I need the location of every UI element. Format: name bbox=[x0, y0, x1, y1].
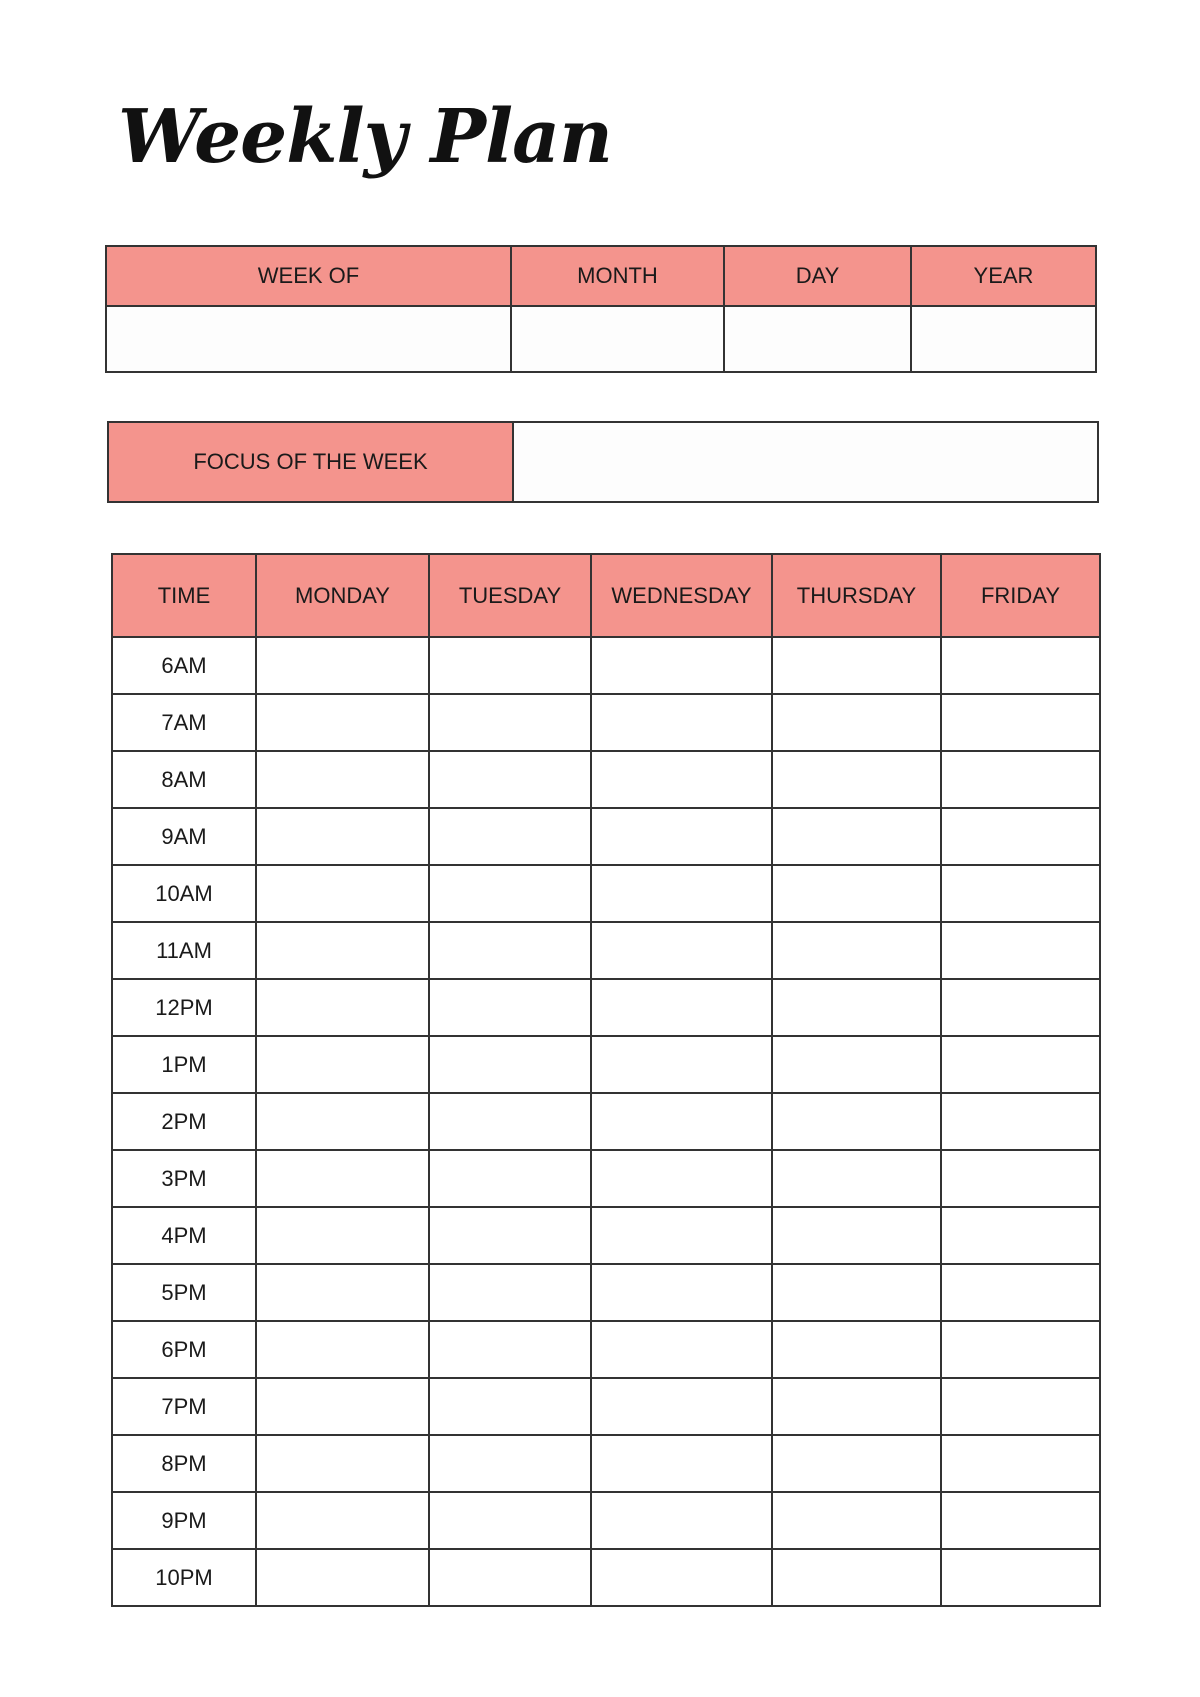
time-label: 3PM bbox=[112, 1150, 256, 1207]
wednesday-slot-cell[interactable] bbox=[591, 751, 772, 808]
thursday-slot-cell[interactable] bbox=[772, 637, 941, 694]
table-row bbox=[112, 1264, 1100, 1321]
column-header-time: TIME bbox=[112, 554, 256, 637]
monday-slot-cell[interactable] bbox=[256, 1549, 429, 1606]
friday-slot-cell[interactable] bbox=[941, 1549, 1100, 1606]
tuesday-slot-cell[interactable] bbox=[429, 808, 591, 865]
column-header-monday: MONDAY bbox=[256, 554, 429, 637]
wednesday-slot-cell[interactable] bbox=[591, 637, 772, 694]
day-field[interactable] bbox=[724, 306, 911, 372]
table-row bbox=[112, 1150, 1100, 1207]
wednesday-slot-cell[interactable] bbox=[591, 1207, 772, 1264]
time-label: 12PM bbox=[112, 979, 256, 1036]
column-header-tuesday: TUESDAY bbox=[429, 554, 591, 637]
thursday-slot-cell[interactable] bbox=[772, 1264, 941, 1321]
friday-slot-cell[interactable] bbox=[941, 1036, 1100, 1093]
tuesday-slot-cell[interactable] bbox=[429, 979, 591, 1036]
thursday-slot-cell[interactable] bbox=[772, 979, 941, 1036]
tuesday-slot-cell[interactable] bbox=[429, 637, 591, 694]
tuesday-slot-cell[interactable] bbox=[429, 1264, 591, 1321]
friday-slot-cell[interactable] bbox=[941, 1207, 1100, 1264]
tuesday-slot-cell[interactable] bbox=[429, 1435, 591, 1492]
wednesday-slot-cell[interactable] bbox=[591, 1549, 772, 1606]
monday-slot-cell[interactable] bbox=[256, 1093, 429, 1150]
column-header-wednesday: WEDNESDAY bbox=[591, 554, 772, 637]
thursday-slot-cell[interactable] bbox=[772, 1207, 941, 1264]
friday-slot-cell[interactable] bbox=[941, 808, 1100, 865]
focus-label: FOCUS OF THE WEEK bbox=[108, 422, 513, 502]
friday-slot-cell[interactable] bbox=[941, 1093, 1100, 1150]
tuesday-slot-cell[interactable] bbox=[429, 1093, 591, 1150]
time-label: 6AM bbox=[112, 637, 256, 694]
time-label: 7AM bbox=[112, 694, 256, 751]
tuesday-slot-cell[interactable] bbox=[429, 1150, 591, 1207]
monday-slot-cell[interactable] bbox=[256, 808, 429, 865]
wednesday-slot-cell[interactable] bbox=[591, 694, 772, 751]
thursday-slot-cell[interactable] bbox=[772, 1549, 941, 1606]
time-label: 2PM bbox=[112, 1093, 256, 1150]
friday-slot-cell[interactable] bbox=[941, 1378, 1100, 1435]
tuesday-slot-cell[interactable] bbox=[429, 922, 591, 979]
month-field[interactable] bbox=[511, 306, 724, 372]
monday-slot-cell[interactable] bbox=[256, 1207, 429, 1264]
table-row bbox=[112, 1207, 1100, 1264]
monday-slot-cell[interactable] bbox=[256, 865, 429, 922]
wednesday-slot-cell[interactable] bbox=[591, 1150, 772, 1207]
day-header: DAY bbox=[724, 246, 911, 306]
wednesday-slot-cell[interactable] bbox=[591, 1093, 772, 1150]
thursday-slot-cell[interactable] bbox=[772, 1036, 941, 1093]
column-header-friday: FRIDAY bbox=[941, 554, 1100, 637]
table-row bbox=[112, 751, 1100, 808]
friday-slot-cell[interactable] bbox=[941, 1321, 1100, 1378]
time-label: 5PM bbox=[112, 1264, 256, 1321]
wednesday-slot-cell[interactable] bbox=[591, 865, 772, 922]
tuesday-slot-cell[interactable] bbox=[429, 1492, 591, 1549]
schedule-header-row bbox=[112, 554, 1100, 637]
thursday-slot-cell[interactable] bbox=[772, 808, 941, 865]
column-header-thursday: THURSDAY bbox=[772, 554, 941, 637]
time-label: 4PM bbox=[112, 1207, 256, 1264]
monday-slot-cell[interactable] bbox=[256, 979, 429, 1036]
thursday-slot-cell[interactable] bbox=[772, 1378, 941, 1435]
tuesday-slot-cell[interactable] bbox=[429, 1549, 591, 1606]
month-header: MONTH bbox=[511, 246, 724, 306]
wednesday-slot-cell[interactable] bbox=[591, 1036, 772, 1093]
table-row bbox=[112, 1321, 1100, 1378]
friday-slot-cell[interactable] bbox=[941, 1150, 1100, 1207]
time-label: 9AM bbox=[112, 808, 256, 865]
year-field[interactable] bbox=[911, 306, 1096, 372]
week-of-header: WEEK OF bbox=[106, 246, 511, 306]
friday-slot-cell[interactable] bbox=[941, 865, 1100, 922]
tuesday-slot-cell[interactable] bbox=[429, 751, 591, 808]
monday-slot-cell[interactable] bbox=[256, 694, 429, 751]
time-label: 9PM bbox=[112, 1492, 256, 1549]
friday-slot-cell[interactable] bbox=[941, 1435, 1100, 1492]
thursday-slot-cell[interactable] bbox=[772, 1492, 941, 1549]
wednesday-slot-cell[interactable] bbox=[591, 808, 772, 865]
table-row bbox=[112, 922, 1100, 979]
week-of-field[interactable] bbox=[106, 306, 511, 372]
friday-slot-cell[interactable] bbox=[941, 979, 1100, 1036]
page-title: Weekly Plan bbox=[118, 94, 612, 180]
friday-slot-cell[interactable] bbox=[941, 751, 1100, 808]
table-row bbox=[112, 637, 1100, 694]
tuesday-slot-cell[interactable] bbox=[429, 1036, 591, 1093]
focus-field[interactable] bbox=[513, 422, 1098, 502]
table-row bbox=[112, 1378, 1100, 1435]
thursday-slot-cell[interactable] bbox=[772, 1093, 941, 1150]
thursday-slot-cell[interactable] bbox=[772, 751, 941, 808]
table-row bbox=[112, 1492, 1100, 1549]
thursday-slot-cell[interactable] bbox=[772, 1321, 941, 1378]
schedule-table bbox=[111, 553, 1101, 1607]
wednesday-slot-cell[interactable] bbox=[591, 1378, 772, 1435]
monday-slot-cell[interactable] bbox=[256, 1492, 429, 1549]
friday-slot-cell[interactable] bbox=[941, 1492, 1100, 1549]
wednesday-slot-cell[interactable] bbox=[591, 1264, 772, 1321]
focus-table bbox=[107, 421, 1099, 503]
time-label: 6PM bbox=[112, 1321, 256, 1378]
thursday-slot-cell[interactable] bbox=[772, 865, 941, 922]
table-row bbox=[112, 865, 1100, 922]
wednesday-slot-cell[interactable] bbox=[591, 1435, 772, 1492]
monday-slot-cell[interactable] bbox=[256, 1378, 429, 1435]
tuesday-slot-cell[interactable] bbox=[429, 694, 591, 751]
table-row bbox=[112, 1549, 1100, 1606]
monday-slot-cell[interactable] bbox=[256, 1435, 429, 1492]
time-label: 8AM bbox=[112, 751, 256, 808]
tuesday-slot-cell[interactable] bbox=[429, 1378, 591, 1435]
wednesday-slot-cell[interactable] bbox=[591, 979, 772, 1036]
tuesday-slot-cell[interactable] bbox=[429, 1207, 591, 1264]
monday-slot-cell[interactable] bbox=[256, 1036, 429, 1093]
time-label: 1PM bbox=[112, 1036, 256, 1093]
thursday-slot-cell[interactable] bbox=[772, 1435, 941, 1492]
tuesday-slot-cell[interactable] bbox=[429, 865, 591, 922]
monday-slot-cell[interactable] bbox=[256, 1321, 429, 1378]
time-label: 7PM bbox=[112, 1378, 256, 1435]
time-label: 11AM bbox=[112, 922, 256, 979]
wednesday-slot-cell[interactable] bbox=[591, 1492, 772, 1549]
monday-slot-cell[interactable] bbox=[256, 1150, 429, 1207]
time-label: 10AM bbox=[112, 865, 256, 922]
table-row bbox=[112, 979, 1100, 1036]
table-row bbox=[112, 694, 1100, 751]
tuesday-slot-cell[interactable] bbox=[429, 1321, 591, 1378]
thursday-slot-cell[interactable] bbox=[772, 1150, 941, 1207]
time-label: 10PM bbox=[112, 1549, 256, 1606]
monday-slot-cell[interactable] bbox=[256, 1264, 429, 1321]
week-info-table bbox=[105, 245, 1097, 373]
friday-slot-cell[interactable] bbox=[941, 1264, 1100, 1321]
friday-slot-cell[interactable] bbox=[941, 922, 1100, 979]
time-label: 8PM bbox=[112, 1435, 256, 1492]
year-header: YEAR bbox=[911, 246, 1096, 306]
friday-slot-cell[interactable] bbox=[941, 694, 1100, 751]
wednesday-slot-cell[interactable] bbox=[591, 1321, 772, 1378]
friday-slot-cell[interactable] bbox=[941, 637, 1100, 694]
table-row bbox=[112, 1435, 1100, 1492]
monday-slot-cell[interactable] bbox=[256, 922, 429, 979]
thursday-slot-cell[interactable] bbox=[772, 922, 941, 979]
table-row bbox=[112, 1036, 1100, 1093]
thursday-slot-cell[interactable] bbox=[772, 694, 941, 751]
monday-slot-cell[interactable] bbox=[256, 637, 429, 694]
monday-slot-cell[interactable] bbox=[256, 751, 429, 808]
table-row bbox=[112, 1093, 1100, 1150]
table-row bbox=[112, 808, 1100, 865]
wednesday-slot-cell[interactable] bbox=[591, 922, 772, 979]
